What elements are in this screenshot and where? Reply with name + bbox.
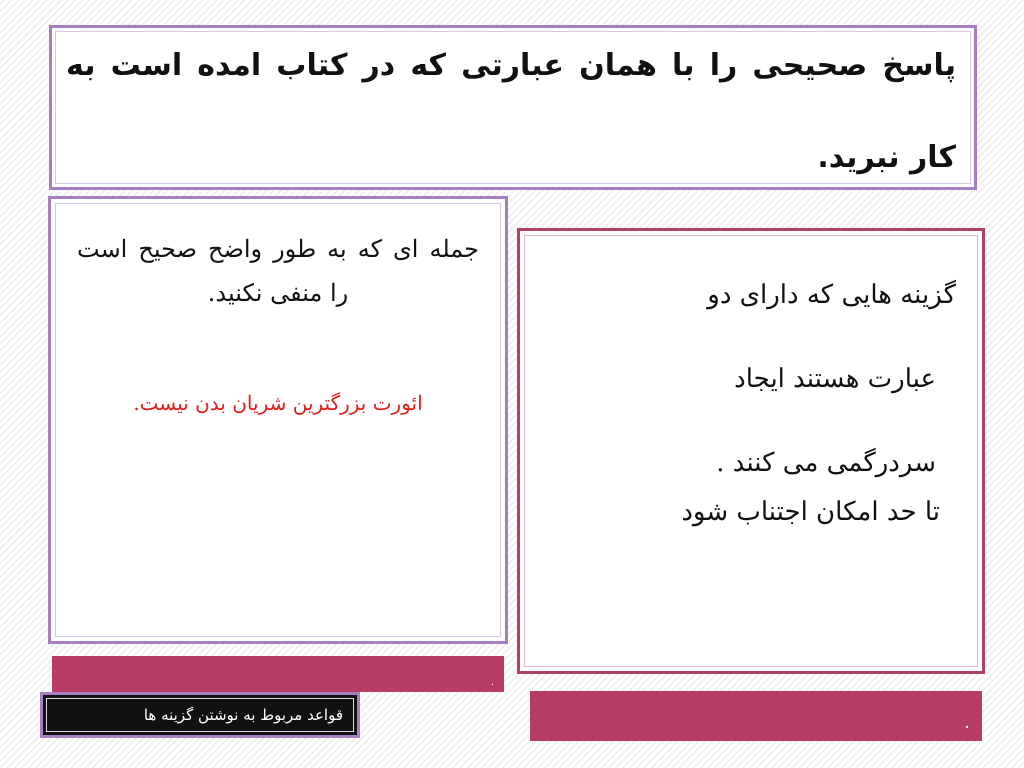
- decorative-bar-right: [530, 691, 982, 741]
- slide-title: پاسخ صحیحی را با همان عبارتی که در کتاب امده است به کار نبرید.: [66, 48, 956, 175]
- options-text: [546, 253, 956, 505]
- title-box: [49, 25, 977, 190]
- options-line-1: گزینه هایی که دارای دو: [707, 280, 956, 310]
- options-line-3: سردرگمی می کنند .: [716, 448, 936, 478]
- footer-label: قواعد مربوط به نوشتن گزینه ها: [40, 692, 360, 738]
- example-text: ائورت بزرگترین شریان بدن نیست.: [133, 391, 423, 415]
- decorative-bar-left: [52, 656, 504, 692]
- options-line-2: عبارت هستند ایجاد: [734, 364, 936, 394]
- avoid-text: تا حد امکان اجتناب شود: [681, 497, 940, 527]
- rule-text: جمله ای که به طور واضح صحیح است را منفی نکنید.: [77, 235, 479, 307]
- options-panel: [517, 228, 985, 674]
- rule-panel: [48, 196, 508, 644]
- bar-right-dot: .: [964, 712, 970, 733]
- bar-left-dot: .: [490, 677, 494, 688]
